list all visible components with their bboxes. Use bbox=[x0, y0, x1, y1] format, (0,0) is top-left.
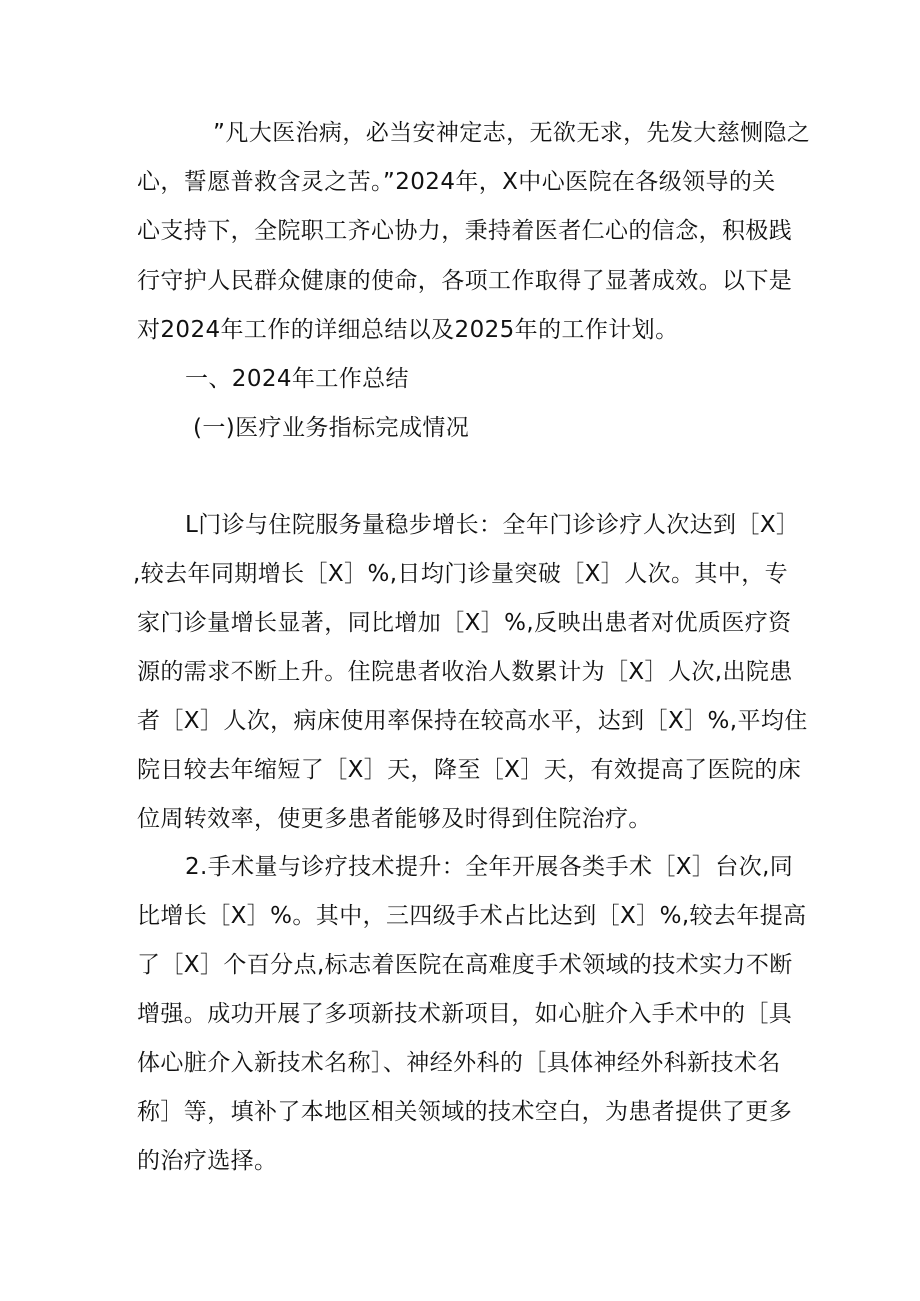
item1-line-2: ,较去年同期增长［X］%,日均门诊量突破［X］人次。其中，专 bbox=[133, 561, 788, 587]
item2-line-2: 比增长［X］%。其中，三四级手术占比达到［X］%,较去年提高 bbox=[137, 903, 807, 929]
item2-line-1: 2.手术量与诊疗技术提升：全年开展各类手术［X］台次,同 bbox=[185, 854, 794, 880]
item1-line-5: 者［X］人次，病床使用率保持在较高水平，达到［X］%,平均住 bbox=[137, 708, 808, 734]
item2-line-5: 体心脏介入新技术名称］、神经外科的［具体神经外科新技术名 bbox=[137, 1050, 781, 1076]
item2-line-6: 称］等，填补了本地区相关领域的技术空白，为患者提供了更多 bbox=[137, 1099, 793, 1125]
intro-line-4: 行守护人民群众健康的使命，各项工作取得了显著成效。以下是 bbox=[137, 268, 793, 294]
item2-line-4: 增强。成功开展了多项新技术新项目，如心脏介入手术中的［具 bbox=[137, 1001, 793, 1027]
subsection-heading: (一)医疗业务指标完成情况 bbox=[193, 415, 470, 441]
intro-line-3: 心支持下，全院职工齐心协力，秉持着医者仁心的信念，积极践 bbox=[137, 218, 793, 244]
item1-line-4: 源的需求不断上升。住院患者收治人数累计为［X］人次,出院患 bbox=[137, 659, 793, 685]
item2-line-3: 了［X］个百分点,标志着医院在高难度手术领域的技术实力不断 bbox=[137, 952, 793, 978]
intro-line-5: 对2024年工作的详细总结以及2025年的工作计划。 bbox=[137, 317, 679, 343]
item1-line-7: 位周转效率，使更多患者能够及时得到住院治疗。 bbox=[137, 806, 652, 832]
section-heading: 一、2024年工作总结 bbox=[185, 366, 409, 392]
intro-line-1: ”凡大医治病，必当安神定志，无欲无求，先发大慈恻隐之 bbox=[213, 120, 811, 146]
item2-line-7: 的治疗选择。 bbox=[137, 1148, 278, 1174]
intro-line-2: 心，誓愿普救含灵之苦。”2024年，X中心医院在各级领导的关 bbox=[137, 169, 776, 195]
item1-line-1: L门诊与住院服务量稳步增长：全年门诊诊疗人次达到［X］ bbox=[185, 512, 800, 538]
item1-line-6: 院日较去年缩短了［X］天，降至［X］天，有效提高了医院的床 bbox=[137, 757, 802, 783]
item1-line-3: 家门诊量增长显著，同比增加［X］%,反映出患者对优质医疗资 bbox=[137, 610, 792, 636]
